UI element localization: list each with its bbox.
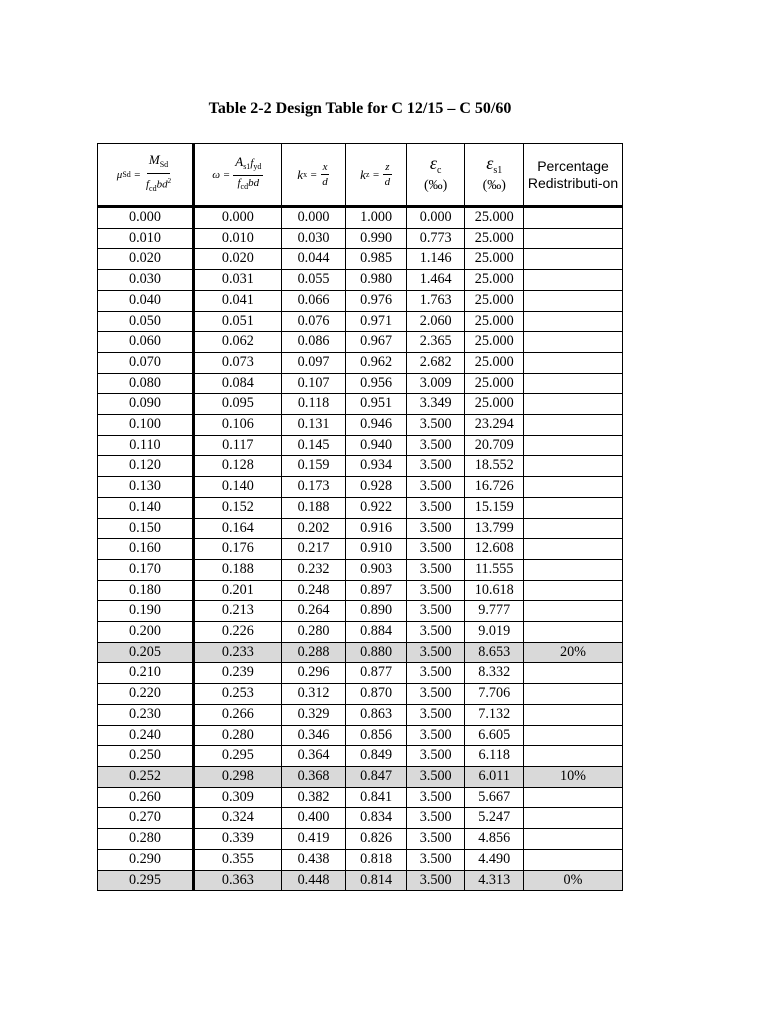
cell-epsilon-c: 0.773 — [406, 228, 465, 249]
cell-kz: 0.877 — [346, 663, 407, 684]
cell-epsilon-c: 1.146 — [406, 249, 465, 270]
cell-epsilon-c: 3.500 — [406, 704, 465, 725]
cell-epsilon-s1: 25.000 — [465, 332, 524, 353]
header-row — [98, 144, 623, 207]
cell-omega: 0.128 — [193, 456, 281, 477]
cell-epsilon-c: 3.500 — [406, 870, 465, 891]
table-row — [98, 766, 623, 787]
cell-redistribution — [524, 497, 623, 518]
cell-epsilon-c: 3.500 — [406, 539, 465, 560]
cell-kx: 0.159 — [281, 456, 346, 477]
cell-epsilon-s1: 25.000 — [465, 394, 524, 415]
cell-omega: 0.164 — [193, 518, 281, 539]
cell-mu-sd: 0.050 — [98, 311, 194, 332]
table-row — [98, 829, 623, 850]
cell-kx: 0.131 — [281, 415, 346, 436]
cell-epsilon-s1: 25.000 — [465, 290, 524, 311]
cell-kz: 0.910 — [346, 539, 407, 560]
cell-kz: 0.903 — [346, 559, 407, 580]
table-row — [98, 663, 623, 684]
cell-epsilon-s1: 25.000 — [465, 270, 524, 291]
cell-omega: 0.084 — [193, 373, 281, 394]
table-row — [98, 808, 623, 829]
table-row — [98, 270, 623, 291]
cell-epsilon-s1: 20.709 — [465, 435, 524, 456]
header-omega: ω = $\frac{A_{s1}f_{yd}}{f_{cd}bd}$ — [193, 144, 281, 207]
cell-redistribution — [524, 228, 623, 249]
cell-kz: 0.890 — [346, 601, 407, 622]
cell-mu-sd: 0.010 — [98, 228, 194, 249]
table-row — [98, 849, 623, 870]
cell-kx: 0.368 — [281, 766, 346, 787]
cell-kx: 0.280 — [281, 622, 346, 643]
cell-omega: 0.226 — [193, 622, 281, 643]
cell-mu-sd: 0.060 — [98, 332, 194, 353]
cell-mu-sd: 0.040 — [98, 290, 194, 311]
cell-kz: 0.814 — [346, 870, 407, 891]
cell-epsilon-c: 3.500 — [406, 663, 465, 684]
cell-kz: 0.834 — [346, 808, 407, 829]
cell-kx: 0.419 — [281, 829, 346, 850]
table-row — [98, 249, 623, 270]
table-body — [98, 207, 623, 891]
cell-epsilon-c: 3.500 — [406, 829, 465, 850]
table-row — [98, 435, 623, 456]
cell-redistribution — [524, 415, 623, 436]
cell-kx: 0.346 — [281, 725, 346, 746]
cell-kz: 0.934 — [346, 456, 407, 477]
cell-kz: 0.990 — [346, 228, 407, 249]
cell-mu-sd: 0.295 — [98, 870, 194, 891]
cell-mu-sd: 0.190 — [98, 601, 194, 622]
cell-kz: 0.980 — [346, 270, 407, 291]
cell-epsilon-c: 2.060 — [406, 311, 465, 332]
table-row — [98, 456, 623, 477]
cell-redistribution: 10% — [524, 766, 623, 787]
cell-mu-sd: 0.140 — [98, 497, 194, 518]
cell-epsilon-s1: 16.726 — [465, 477, 524, 498]
cell-redistribution — [524, 559, 623, 580]
cell-redistribution — [524, 849, 623, 870]
table-row — [98, 228, 623, 249]
cell-kz: 0.863 — [346, 704, 407, 725]
cell-epsilon-s1: 23.294 — [465, 415, 524, 436]
cell-kx: 0.000 — [281, 207, 346, 229]
cell-mu-sd: 0.290 — [98, 849, 194, 870]
cell-kz: 1.000 — [346, 207, 407, 229]
cell-omega: 0.062 — [193, 332, 281, 353]
cell-kx: 0.097 — [281, 352, 346, 373]
cell-epsilon-s1: 4.856 — [465, 829, 524, 850]
cell-kx: 0.076 — [281, 311, 346, 332]
cell-omega: 0.309 — [193, 787, 281, 808]
header-mu-sd: μ Sd = $\frac{M_{Sd}}{f_{cd}bd^2}$ — [98, 144, 194, 207]
cell-kx: 0.118 — [281, 394, 346, 415]
cell-mu-sd: 0.260 — [98, 787, 194, 808]
cell-kz: 0.962 — [346, 352, 407, 373]
cell-omega: 0.117 — [193, 435, 281, 456]
cell-epsilon-s1: 25.000 — [465, 373, 524, 394]
cell-epsilon-c: 3.500 — [406, 849, 465, 870]
table-row — [98, 580, 623, 601]
cell-omega: 0.295 — [193, 746, 281, 767]
cell-kx: 0.202 — [281, 518, 346, 539]
cell-kz: 0.856 — [346, 725, 407, 746]
cell-omega: 0.280 — [193, 725, 281, 746]
cell-kx: 0.173 — [281, 477, 346, 498]
cell-redistribution — [524, 207, 623, 229]
cell-kx: 0.107 — [281, 373, 346, 394]
cell-epsilon-c: 1.464 — [406, 270, 465, 291]
cell-redistribution — [524, 808, 623, 829]
cell-epsilon-c: 3.500 — [406, 787, 465, 808]
table-row — [98, 559, 623, 580]
cell-kz: 0.967 — [346, 332, 407, 353]
cell-mu-sd: 0.180 — [98, 580, 194, 601]
cell-redistribution — [524, 518, 623, 539]
cell-omega: 0.188 — [193, 559, 281, 580]
cell-redistribution — [524, 601, 623, 622]
cell-kx: 0.030 — [281, 228, 346, 249]
cell-mu-sd: 0.150 — [98, 518, 194, 539]
cell-epsilon-s1: 18.552 — [465, 456, 524, 477]
cell-omega: 0.355 — [193, 849, 281, 870]
cell-redistribution — [524, 580, 623, 601]
cell-kx: 0.217 — [281, 539, 346, 560]
cell-kz: 0.849 — [346, 746, 407, 767]
cell-kx: 0.232 — [281, 559, 346, 580]
cell-epsilon-s1: 4.490 — [465, 849, 524, 870]
cell-mu-sd: 0.280 — [98, 829, 194, 850]
cell-mu-sd: 0.220 — [98, 684, 194, 705]
cell-omega: 0.140 — [193, 477, 281, 498]
cell-mu-sd: 0.070 — [98, 352, 194, 373]
cell-kx: 0.086 — [281, 332, 346, 353]
cell-epsilon-c: 3.500 — [406, 518, 465, 539]
cell-mu-sd: 0.090 — [98, 394, 194, 415]
cell-omega: 0.363 — [193, 870, 281, 891]
cell-epsilon-s1: 9.777 — [465, 601, 524, 622]
table-row — [98, 642, 623, 663]
cell-epsilon-s1: 11.555 — [465, 559, 524, 580]
cell-kz: 0.818 — [346, 849, 407, 870]
cell-kz: 0.976 — [346, 290, 407, 311]
cell-epsilon-s1: 15.159 — [465, 497, 524, 518]
cell-omega: 0.051 — [193, 311, 281, 332]
cell-kz: 0.847 — [346, 766, 407, 787]
cell-epsilon-s1: 8.653 — [465, 642, 524, 663]
cell-epsilon-s1: 7.706 — [465, 684, 524, 705]
cell-epsilon-s1: 4.313 — [465, 870, 524, 891]
cell-redistribution — [524, 394, 623, 415]
cell-kz: 0.946 — [346, 415, 407, 436]
cell-kx: 0.145 — [281, 435, 346, 456]
cell-redistribution — [524, 725, 623, 746]
cell-epsilon-c: 3.009 — [406, 373, 465, 394]
cell-omega: 0.152 — [193, 497, 281, 518]
cell-kx: 0.055 — [281, 270, 346, 291]
table-row — [98, 870, 623, 891]
cell-omega: 0.106 — [193, 415, 281, 436]
table-row — [98, 352, 623, 373]
cell-epsilon-c: 3.500 — [406, 559, 465, 580]
cell-mu-sd: 0.270 — [98, 808, 194, 829]
cell-epsilon-c: 3.500 — [406, 497, 465, 518]
cell-omega: 0.020 — [193, 249, 281, 270]
cell-kz: 0.880 — [346, 642, 407, 663]
cell-omega: 0.233 — [193, 642, 281, 663]
cell-omega: 0.339 — [193, 829, 281, 850]
cell-kz: 0.826 — [346, 829, 407, 850]
cell-epsilon-c: 1.763 — [406, 290, 465, 311]
table-row — [98, 477, 623, 498]
cell-kz: 0.922 — [346, 497, 407, 518]
cell-redistribution — [524, 787, 623, 808]
cell-epsilon-c: 3.500 — [406, 725, 465, 746]
cell-kx: 0.188 — [281, 497, 346, 518]
table-row — [98, 684, 623, 705]
cell-kz: 0.956 — [346, 373, 407, 394]
cell-epsilon-s1: 5.667 — [465, 787, 524, 808]
cell-omega: 0.010 — [193, 228, 281, 249]
table-row — [98, 373, 623, 394]
header-epsilon-s1: $\varepsilon_{s1}$ (‰) — [465, 144, 524, 207]
cell-epsilon-s1: 25.000 — [465, 352, 524, 373]
cell-mu-sd: 0.170 — [98, 559, 194, 580]
cell-epsilon-c: 3.500 — [406, 456, 465, 477]
cell-kz: 0.870 — [346, 684, 407, 705]
table-row — [98, 290, 623, 311]
cell-mu-sd: 0.250 — [98, 746, 194, 767]
cell-omega: 0.253 — [193, 684, 281, 705]
cell-epsilon-s1: 8.332 — [465, 663, 524, 684]
table-row — [98, 207, 623, 229]
cell-redistribution — [524, 704, 623, 725]
cell-omega: 0.176 — [193, 539, 281, 560]
cell-redistribution — [524, 539, 623, 560]
table-row — [98, 725, 623, 746]
cell-kz: 0.971 — [346, 311, 407, 332]
cell-epsilon-s1: 6.118 — [465, 746, 524, 767]
cell-epsilon-c: 3.500 — [406, 746, 465, 767]
cell-kx: 0.066 — [281, 290, 346, 311]
table-row — [98, 332, 623, 353]
cell-mu-sd: 0.205 — [98, 642, 194, 663]
cell-kx: 0.364 — [281, 746, 346, 767]
cell-redistribution — [524, 290, 623, 311]
cell-kz: 0.897 — [346, 580, 407, 601]
table-row — [98, 497, 623, 518]
cell-redistribution — [524, 373, 623, 394]
cell-epsilon-s1: 12.608 — [465, 539, 524, 560]
cell-mu-sd: 0.110 — [98, 435, 194, 456]
cell-mu-sd: 0.080 — [98, 373, 194, 394]
cell-epsilon-c: 2.682 — [406, 352, 465, 373]
cell-kx: 0.400 — [281, 808, 346, 829]
table-row — [98, 394, 623, 415]
cell-omega: 0.201 — [193, 580, 281, 601]
cell-redistribution — [524, 684, 623, 705]
cell-epsilon-c: 3.500 — [406, 684, 465, 705]
cell-epsilon-c: 3.500 — [406, 477, 465, 498]
cell-epsilon-s1: 7.132 — [465, 704, 524, 725]
cell-epsilon-c: 3.500 — [406, 435, 465, 456]
design-table — [97, 143, 623, 891]
cell-kz: 0.951 — [346, 394, 407, 415]
cell-mu-sd: 0.240 — [98, 725, 194, 746]
cell-epsilon-s1: 10.618 — [465, 580, 524, 601]
cell-kx: 0.438 — [281, 849, 346, 870]
design-table-container — [97, 143, 623, 891]
cell-epsilon-c: 2.365 — [406, 332, 465, 353]
cell-redistribution — [524, 663, 623, 684]
cell-omega: 0.239 — [193, 663, 281, 684]
cell-epsilon-c: 3.500 — [406, 622, 465, 643]
table-title: Table 2-2 Design Table for C 12/15 – C 50/60 — [208, 100, 512, 117]
cell-epsilon-c: 3.349 — [406, 394, 465, 415]
cell-epsilon-c: 3.500 — [406, 580, 465, 601]
cell-kx: 0.448 — [281, 870, 346, 891]
cell-epsilon-s1: 6.011 — [465, 766, 524, 787]
cell-kx: 0.382 — [281, 787, 346, 808]
cell-epsilon-s1: 6.605 — [465, 725, 524, 746]
cell-redistribution — [524, 746, 623, 767]
table-row — [98, 539, 623, 560]
cell-mu-sd: 0.120 — [98, 456, 194, 477]
cell-epsilon-s1: 25.000 — [465, 311, 524, 332]
cell-redistribution: 0% — [524, 870, 623, 891]
cell-epsilon-s1: 25.000 — [465, 249, 524, 270]
cell-epsilon-s1: 9.019 — [465, 622, 524, 643]
cell-omega: 0.041 — [193, 290, 281, 311]
cell-epsilon-s1: 25.000 — [465, 228, 524, 249]
cell-kx: 0.312 — [281, 684, 346, 705]
cell-kx: 0.288 — [281, 642, 346, 663]
header-kx: k x = $\frac{x}{d}$ — [281, 144, 346, 207]
cell-redistribution — [524, 456, 623, 477]
header-percentage-redistribution: Percentage Redistributi-on — [524, 144, 623, 207]
cell-mu-sd: 0.160 — [98, 539, 194, 560]
cell-epsilon-c: 3.500 — [406, 642, 465, 663]
table-row — [98, 746, 623, 767]
cell-redistribution — [524, 332, 623, 353]
cell-epsilon-s1: 25.000 — [465, 207, 524, 229]
cell-redistribution — [524, 249, 623, 270]
cell-omega: 0.213 — [193, 601, 281, 622]
table-row — [98, 518, 623, 539]
cell-kx: 0.264 — [281, 601, 346, 622]
cell-mu-sd: 0.130 — [98, 477, 194, 498]
table-row — [98, 622, 623, 643]
cell-kz: 0.985 — [346, 249, 407, 270]
cell-redistribution: 20% — [524, 642, 623, 663]
cell-kz: 0.916 — [346, 518, 407, 539]
cell-mu-sd: 0.030 — [98, 270, 194, 291]
header-epsilon-c: $\varepsilon_c$ (‰) — [406, 144, 465, 207]
table-row — [98, 311, 623, 332]
cell-epsilon-s1: 13.799 — [465, 518, 524, 539]
cell-mu-sd: 0.020 — [98, 249, 194, 270]
cell-kx: 0.044 — [281, 249, 346, 270]
cell-redistribution — [524, 270, 623, 291]
cell-omega: 0.000 — [193, 207, 281, 229]
table-row — [98, 787, 623, 808]
cell-redistribution — [524, 435, 623, 456]
cell-epsilon-c: 0.000 — [406, 207, 465, 229]
cell-mu-sd: 0.200 — [98, 622, 194, 643]
cell-epsilon-c: 3.500 — [406, 601, 465, 622]
cell-mu-sd: 0.210 — [98, 663, 194, 684]
cell-redistribution — [524, 829, 623, 850]
cell-kz: 0.884 — [346, 622, 407, 643]
cell-omega: 0.324 — [193, 808, 281, 829]
cell-epsilon-c: 3.500 — [406, 808, 465, 829]
cell-omega: 0.095 — [193, 394, 281, 415]
header-kz: k z = $\frac{z}{d}$ — [346, 144, 407, 207]
cell-omega: 0.073 — [193, 352, 281, 373]
cell-mu-sd: 0.100 — [98, 415, 194, 436]
cell-kz: 0.841 — [346, 787, 407, 808]
cell-redistribution — [524, 352, 623, 373]
cell-redistribution — [524, 477, 623, 498]
cell-kx: 0.248 — [281, 580, 346, 601]
cell-kx: 0.296 — [281, 663, 346, 684]
cell-kx: 0.329 — [281, 704, 346, 725]
cell-mu-sd: 0.252 — [98, 766, 194, 787]
cell-epsilon-c: 3.500 — [406, 766, 465, 787]
cell-omega: 0.298 — [193, 766, 281, 787]
cell-mu-sd: 0.230 — [98, 704, 194, 725]
cell-kz: 0.940 — [346, 435, 407, 456]
table-row — [98, 704, 623, 725]
cell-mu-sd: 0.000 — [98, 207, 194, 229]
table-row — [98, 601, 623, 622]
table-row — [98, 415, 623, 436]
cell-omega: 0.031 — [193, 270, 281, 291]
cell-epsilon-s1: 5.247 — [465, 808, 524, 829]
cell-redistribution — [524, 311, 623, 332]
cell-omega: 0.266 — [193, 704, 281, 725]
cell-kz: 0.928 — [346, 477, 407, 498]
cell-redistribution — [524, 622, 623, 643]
cell-epsilon-c: 3.500 — [406, 415, 465, 436]
